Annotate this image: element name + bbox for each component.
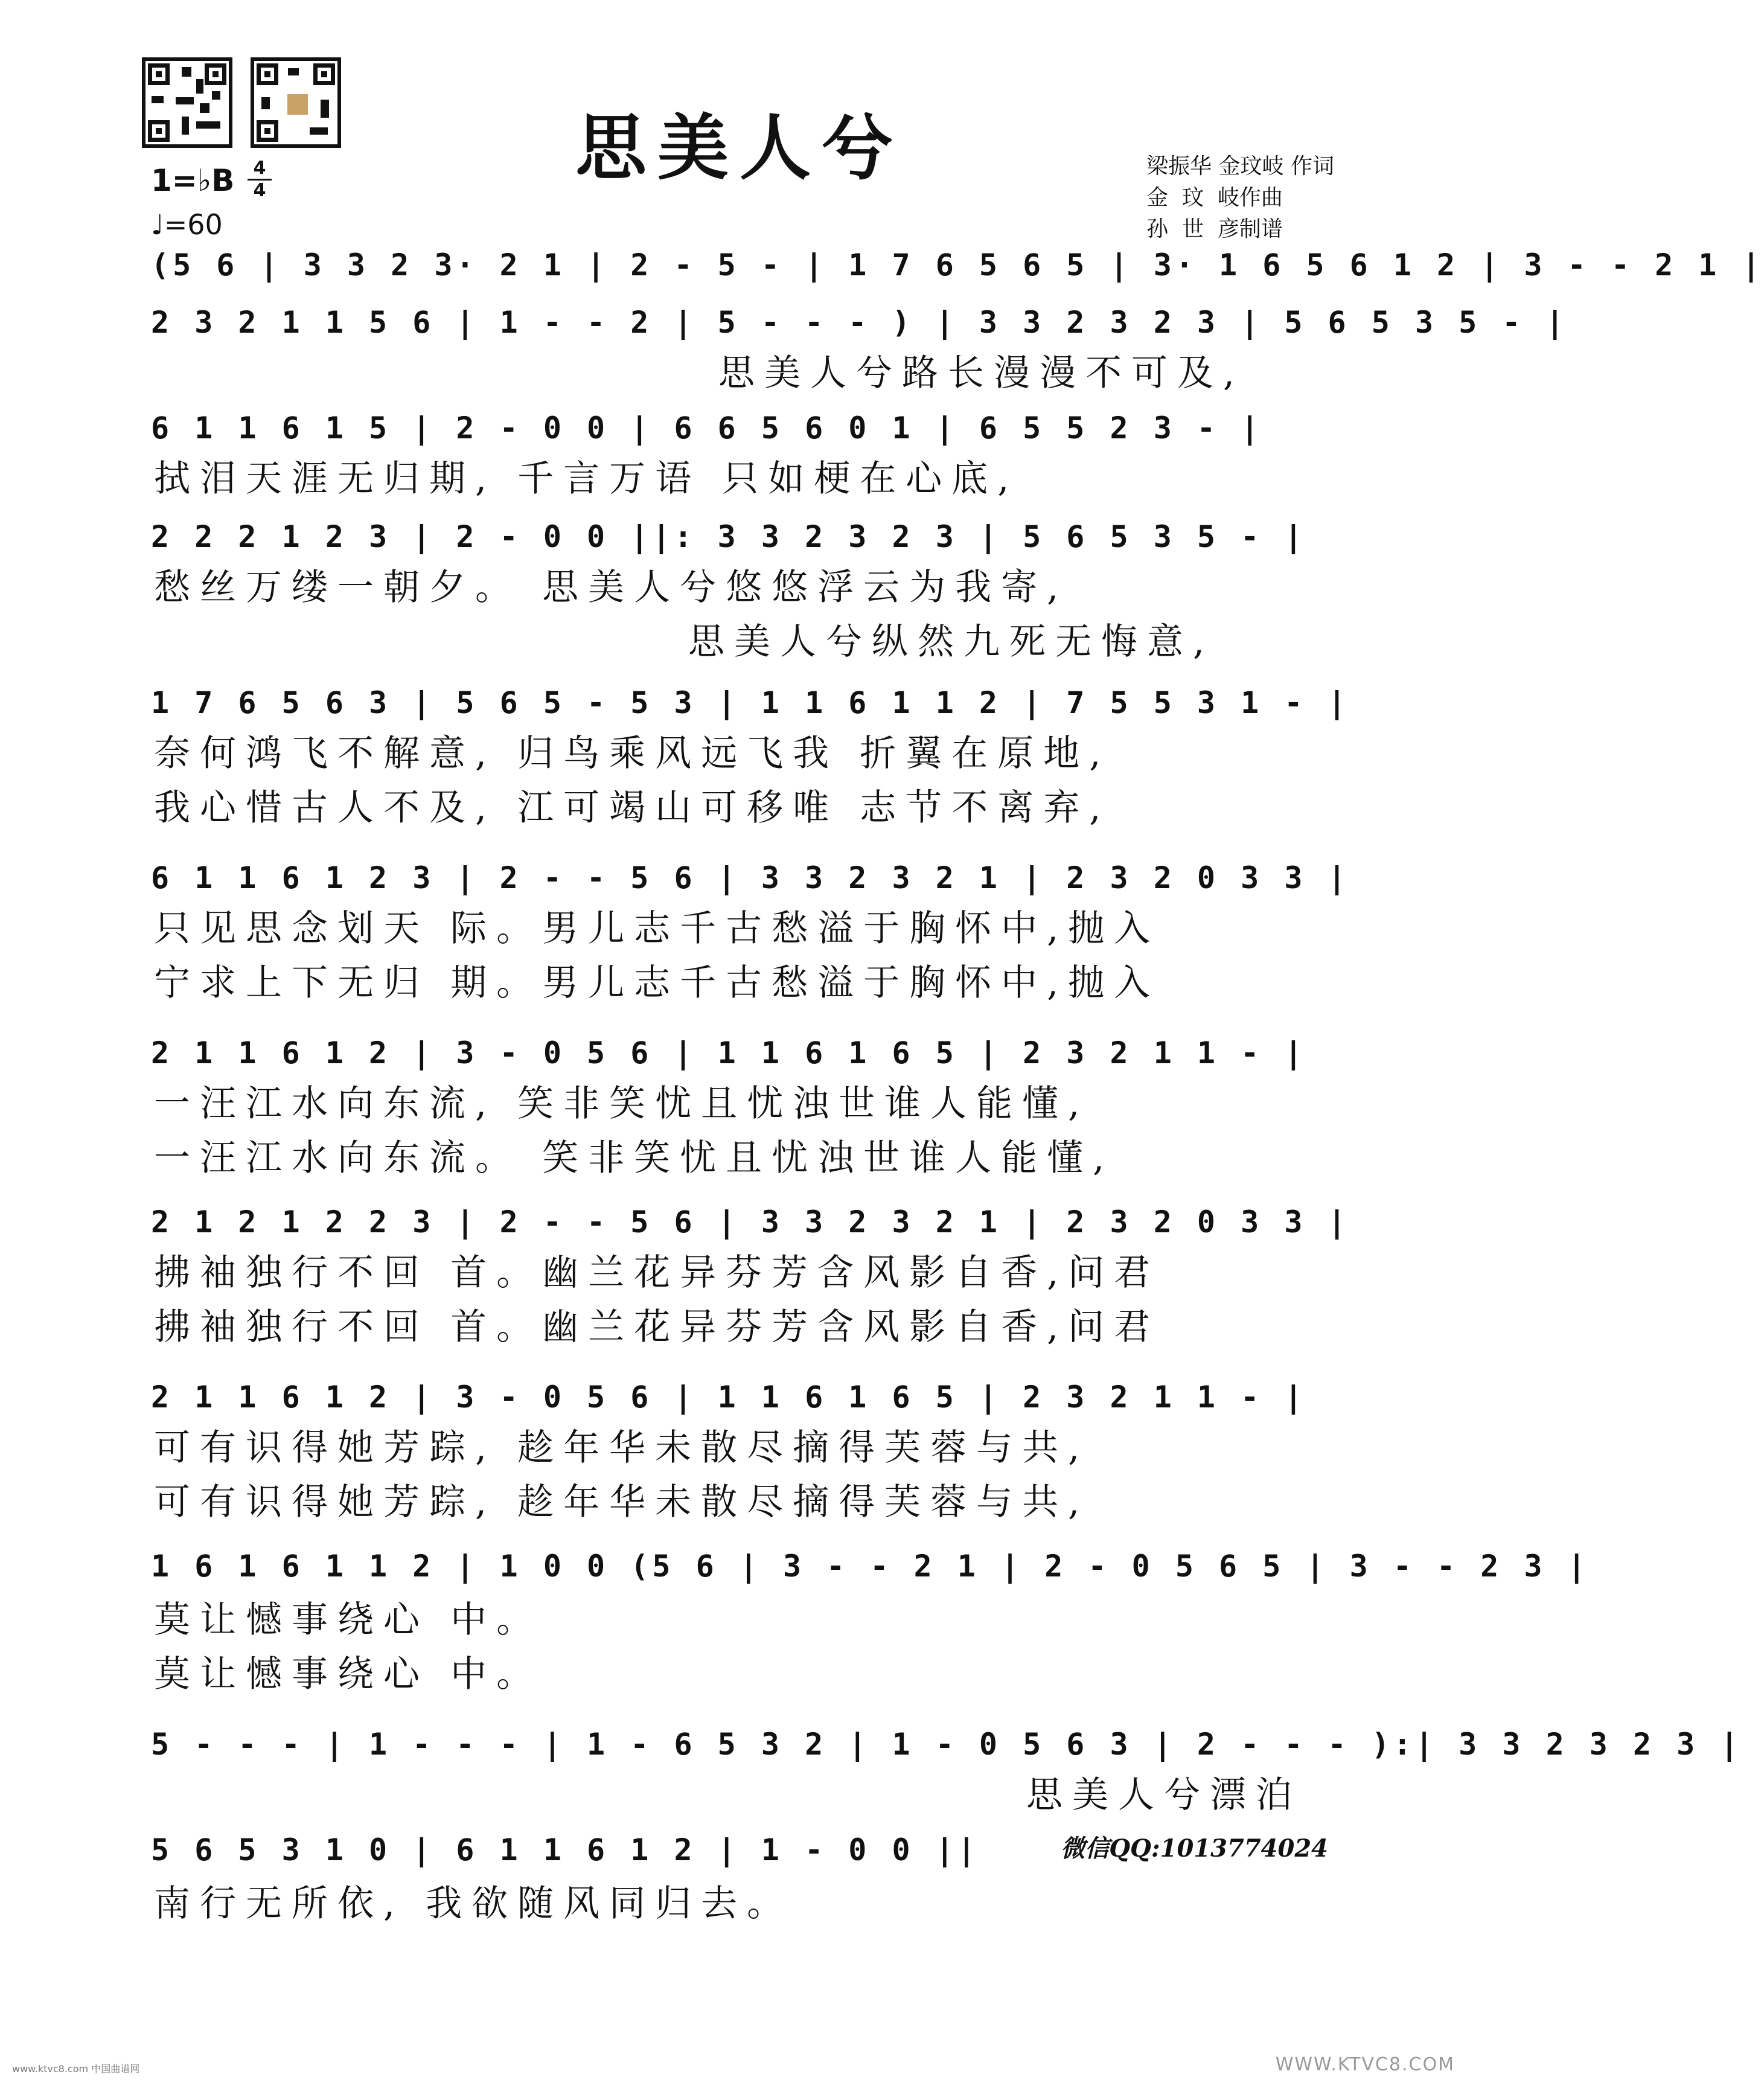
lyric-line-4: 思美人兮纵然九死无悔意,: [688, 621, 1215, 663]
lyric-line-14: 可有识得她芳踪, 趁年华未散尽摘得芙蓉与共,: [154, 1481, 1090, 1523]
lyric-line-16: 莫让憾事绕心 中。: [154, 1653, 543, 1695]
notation-line-4: 2 2 2 1 2 3 | 2 - 0 0 ||: 3 3 2 3 2 3 | 5 6 5 3 5 - |: [151, 519, 1306, 554]
time-signature-numerator: 4: [248, 158, 272, 181]
notation-line-1: (5 6 | 3 3 2 3· 2 1 | 2 - 5 - | 1 7 6 5 6 5 | 3· 1 6 5 6 1 2 | 3 - - 2 1 |: [151, 248, 1764, 283]
notation-line-5: 1 7 6 5 6 3 | 5 6 5 - 5 3 | 1 1 6 1 1 2 | 7 5 5 3 1 - |: [151, 685, 1350, 720]
lyric-line-3: 愁丝万缕一朝夕。 思美人兮悠悠浮云为我寄,: [154, 566, 1069, 609]
notation-line-3: 6 1 1 6 1 5 | 2 - 0 0 | 6 6 5 6 0 1 | 6 5 5 2 3 - |: [151, 411, 1263, 446]
lyric-line-7: 只见思念划天 际。男儿志千古愁溢于胸怀中,抛入: [154, 907, 1160, 950]
lyric-line-18: 南行无所依, 我欲随风同归去。: [154, 1883, 793, 1925]
notation-line-9: 2 1 1 6 1 2 | 3 - 0 5 6 | 1 1 6 1 6 5 | 2 3 2 1 1 - |: [151, 1380, 1306, 1415]
lyric-line-11: 拂袖独行不回 首。幽兰花异芬芳含风影自香,问君: [154, 1252, 1160, 1294]
lyric-line-17: 思美人兮漂泊: [1026, 1774, 1302, 1816]
credit-lyricist: 梁振华 金玟岐 作词: [1146, 154, 1334, 179]
time-signature: [248, 158, 272, 201]
credit-composer: 金 玟 岐作曲: [1146, 185, 1283, 210]
lyric-line-1: 思美人兮路长漫漫不可及,: [718, 352, 1245, 394]
notation-line-11: 5 - - - | 1 - - - | 1 - 6 5 3 2 | 1 - 0 5 6 3 | 2 - - - ):| 3 3 2 3 2 3 |: [151, 1727, 1742, 1762]
notation-line-6: 6 1 1 6 1 2 3 | 2 - - 5 6 | 3 3 2 3 2 1 | 2 3 2 0 3 3 |: [151, 860, 1350, 895]
lyric-line-5: 奈何鸿飞不解意, 归鸟乘风远飞我 折翼在原地,: [154, 732, 1111, 775]
lyric-line-10: 一汪江水向东流。 笑非笑忧且忧浊世谁人能懂,: [154, 1137, 1114, 1179]
credits: [1146, 151, 1334, 245]
notation-line-10: 1 6 1 6 1 1 2 | 1 0 0 (5 6 | 3 - - 2 1 | 2 - 0 5 6 5 | 3 - - 2 3 |: [151, 1549, 1590, 1584]
notation-line-12: 5 6 5 3 1 0 | 6 1 1 6 1 2 | 1 - 0 0 ||: [151, 1832, 979, 1867]
notation-line-7: 2 1 1 6 1 2 | 3 - 0 5 6 | 1 1 6 1 6 5 | 2 3 2 1 1 - |: [151, 1035, 1306, 1070]
lyric-line-9: 一汪江水向东流, 笑非笑忧且忧浊世谁人能懂,: [154, 1083, 1090, 1125]
wechat-contact: 微信QQ:1013774024: [1061, 1834, 1328, 1863]
song-title: 思美人兮: [575, 106, 904, 190]
notation-line-2: 2 3 2 1 1 5 6 | 1 - - 2 | 5 - - - ) | 3 3 2 3 2 3 | 5 6 5 3 5 - |: [151, 305, 1568, 340]
footer-watermark: WWW.KTVC8.COM: [1275, 2054, 1455, 2075]
credit-arranger: 孙 世 彦制谱: [1146, 217, 1283, 242]
lyric-line-6: 我心惜古人不及, 江可竭山可移唯 志节不离弃,: [154, 787, 1111, 829]
notation-line-8: 2 1 2 1 2 2 3 | 2 - - 5 6 | 3 3 2 3 2 1 | 2 3 2 0 3 3 |: [151, 1205, 1350, 1240]
tempo-marking: ♩=60: [151, 208, 223, 241]
lyric-line-8: 宁求上下无归 期。男儿志千古愁溢于胸怀中,抛入: [154, 962, 1160, 1004]
lyric-line-12: 拂袖独行不回 首。幽兰花异芬芳含风影自香,问君: [154, 1306, 1160, 1348]
time-signature-denominator: 4: [253, 180, 266, 201]
key-signature: 1=♭B: [151, 163, 235, 198]
lyric-line-13: 可有识得她芳踪, 趁年华未散尽摘得芙蓉与共,: [154, 1427, 1090, 1469]
footer-site-left: www.ktvc8.com 中国曲谱网: [12, 2063, 140, 2075]
lyric-line-2: 拭泪天涯无归期, 千言万语 只如梗在心底,: [154, 458, 1019, 500]
lyric-line-15: 莫让憾事绕心 中。: [154, 1599, 543, 1641]
